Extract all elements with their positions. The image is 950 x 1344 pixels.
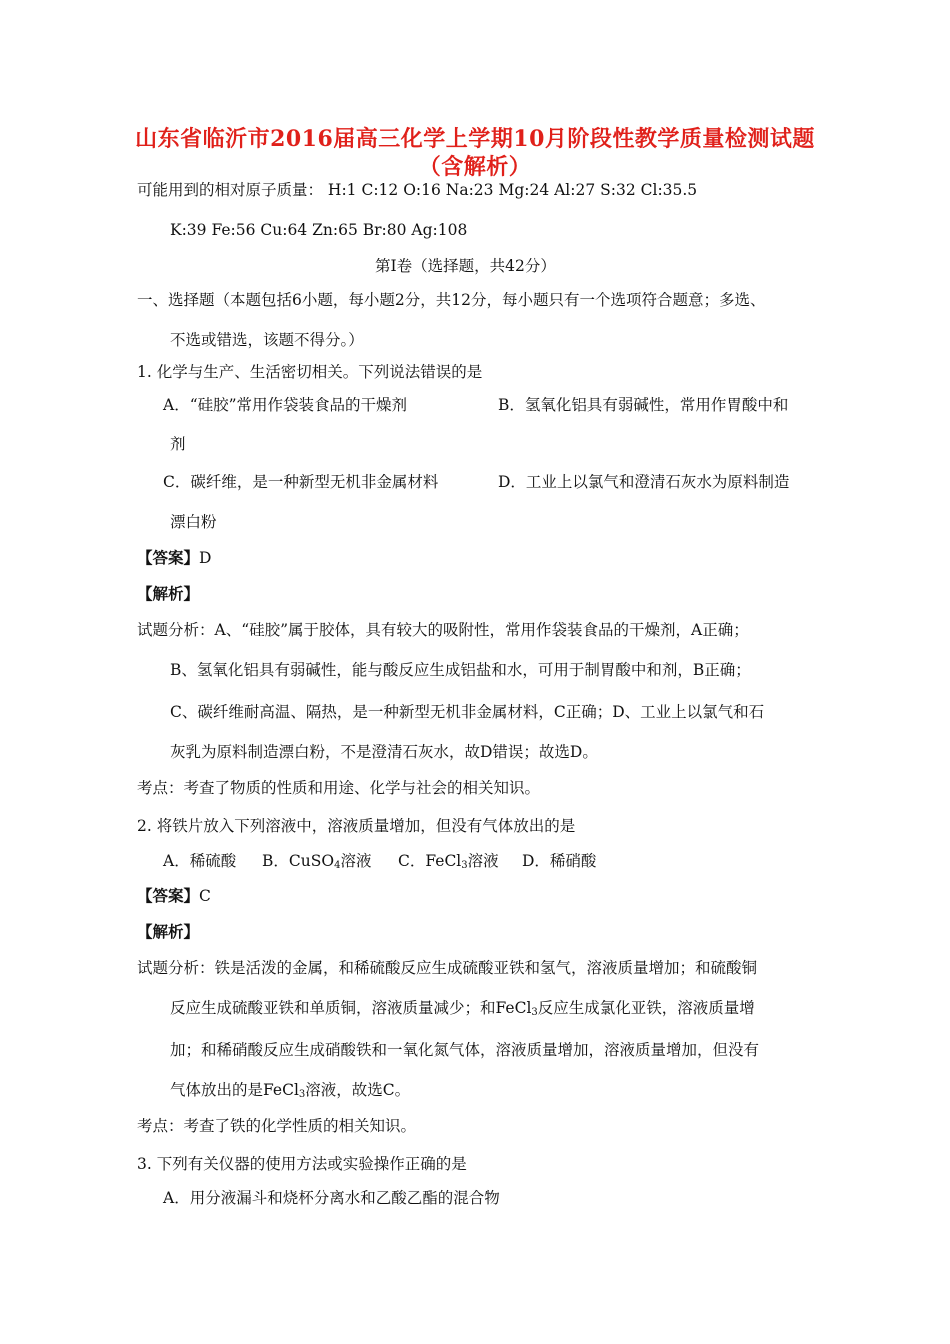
question-1-option-a: A．“硅胶”常用作袋装食品的干燥剂 [163,396,408,414]
question-2-answer [137,886,211,906]
analysis-suffix: 反应生成氯化亚铁，溶液质量增 [537,999,755,1017]
option-b-subscript: 4 [334,860,341,871]
question-2-analysis-line-2 [170,998,755,1023]
question-1-stem: 1. 化学与生产、生活密切相关。下列说法错误的是 [137,363,483,381]
answer-value: C [199,887,211,905]
question-2-option-c [398,851,499,876]
document-title-subtitle: （含解析） [418,154,532,180]
question-3-stem: 3. 下列有关仪器的使用方法或实验操作正确的是 [137,1155,467,1173]
option-c-subscript: 3 [461,860,468,871]
question-1-analysis-line-4: 灰乳为原料制造漂白粉，不是澄清石灰水，故D错误；故选D。 [170,743,598,761]
option-c-text: C．FeCl [398,852,462,870]
analysis-subscript: 3 [298,1089,306,1100]
question-2-stem: 2. 将铁片放入下列溶液中，溶液质量增加，但没有气体放出的是 [137,817,576,835]
question-2-analysis-line-3: 加；和稀硝酸反应生成硝酸铁和一氧化氮气体，溶液质量增加，溶液质量增加，但没有 [170,1041,760,1059]
answer-label: 【答案】 [137,886,200,905]
question-1-option-b: B．氢氧化铝具有弱碱性，常用作胃酸中和 [498,396,789,414]
atomic-masses-line-1: 可能用到的相对原子质量： H:1 C:12 O:16 Na:23 Mg:24 Al:27 S:32 Cl:35.5 [137,181,698,199]
part-one-instructions-2: 不选或错选，该题不得分。） [170,331,364,349]
question-1-analysis-line-1: 试题分析：A、“硅胶”属于胶体，具有较大的吸附性，常用作袋装食品的干燥剂，A正确； [137,621,749,639]
option-b-text: B．CuSO [262,852,335,870]
question-1-answer [137,548,211,568]
question-2-analysis-label: 【解析】 [137,922,200,941]
document-title: 山东省临沂市2016届高三化学上学期10月阶段性教学质量检测试题 [135,126,815,152]
option-b-suffix: 溶液 [340,852,372,870]
question-3-option-a: A．用分液漏斗和烧杯分离水和乙酸乙酯的混合物 [163,1189,500,1207]
analysis-subscript: 3 [531,1007,538,1018]
question-2-option-d: D．稀硝酸 [522,852,597,870]
question-1-analysis-line-3: C、碳纤维耐高温、隔热，是一种新型无机非金属材料，C正确；D、工业上以氯气和石 [170,703,765,721]
question-2-analysis-line-1: 试题分析：铁是活泼的金属，和稀硫酸反应生成硫酸亚铁和氢气，溶液质量增加；和硫酸铜 [137,959,758,977]
question-1-analysis-label: 【解析】 [137,584,200,603]
option-c-suffix: 溶液 [467,852,499,870]
question-1-option-b-continued: 剂 [170,435,186,453]
question-2-option-b [262,851,371,876]
answer-value: D [199,549,212,567]
question-1-point: 考点：考查了物质的性质和用途、化学与社会的相关知识。 [137,779,541,797]
question-1-analysis-line-2: B、氢氧化铝具有弱碱性，能与酸反应生成铝盐和水，可用于制胃酸中和剂，B正确； [170,661,751,679]
section-header: 第Ⅰ卷（选择题，共42分） [375,257,556,275]
analysis-text: 气体放出的是FeCl [170,1081,299,1099]
question-1-option-c: C．碳纤维，是一种新型无机非金属材料 [163,473,439,491]
question-2-option-a: A．稀硫酸 [163,852,237,870]
question-1-option-d: D．工业上以氯气和澄清石灰水为原料制造 [498,473,790,491]
analysis-text: 反应生成硫酸亚铁和单质铜，溶液质量减少；和FeCl [170,999,532,1017]
answer-label: 【答案】 [137,548,200,567]
part-one-instructions-1: 一、选择题（本题包括6小题，每小题2分，共12分，每小题只有一个选项符合题意；多选、 [137,291,766,309]
question-2-point: 考点：考查了铁的化学性质的相关知识。 [137,1117,417,1135]
question-1-option-d-continued: 漂白粉 [170,513,217,531]
analysis-suffix: 溶液，故选C。 [305,1081,411,1099]
question-2-analysis-line-4 [170,1080,410,1105]
atomic-masses-line-2: K:39 Fe:56 Cu:64 Zn:65 Br:80 Ag:108 [170,221,468,239]
